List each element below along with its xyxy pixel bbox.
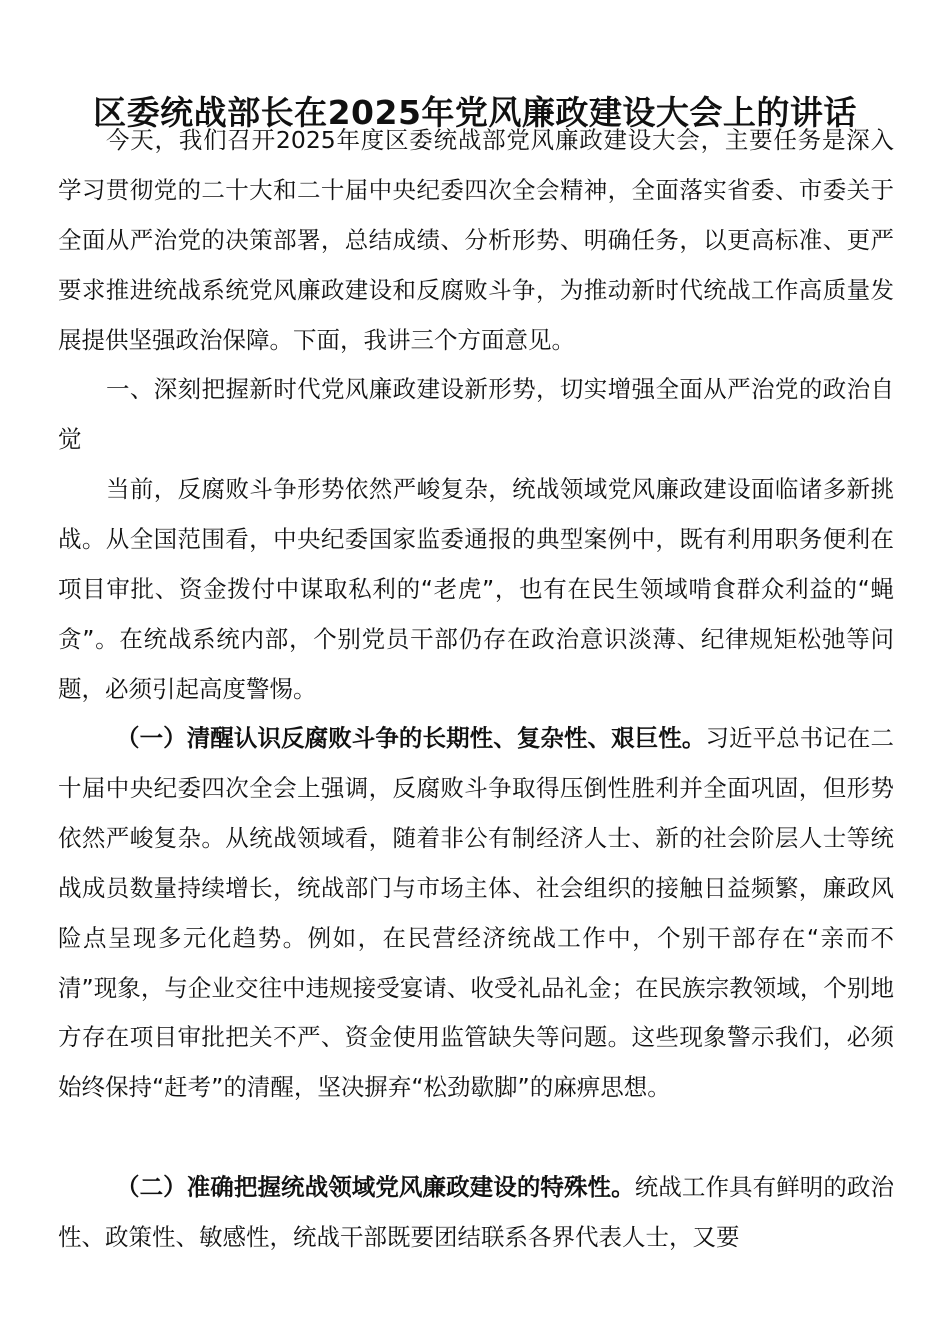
subsection-2-heading: （二）准确把握统战领域党风廉政建设的特殊性。 (116, 1173, 635, 1201)
subsection-1-paragraph (58, 714, 894, 1113)
subsection-2-body: 统战工作具有鲜明的政治性、政策性、敏感性，统战干部既要团结联系各界代表人士，又要 (58, 1173, 894, 1251)
subsection-1-body: 习近平总书记在二十届中央纪委四次全会上强调，反腐败斗争取得压倒性胜利并全面巩固，但形势依然严峻复杂。从统战领域看，随着非公有制经济人士、新的社会阶层人士等统战成员数量持续增长，统战部门与市场主体、社会组织的接触日益频繁，廉政风险点呈现多元化趋势。例如，在民营经济统战工作中，个别干部存在“亲而不清”现象，与企业交往中违规接受宴请、收受礼品礼金；在民族宗教领域，个别地方存在项目审批把关不严、资金使用监管缺失等问题。这些现象警示我们，必须始终保持“赶考”的清醒，坚决摒弃“松劲歇脚”的麻痹思想。 (58, 724, 894, 1102)
document-title: 区委统战部长在2025年党风廉政建设大会上的讲话 (93, 93, 857, 133)
subsection-2-paragraph (58, 1163, 894, 1263)
intro-paragraph: 今天，我们召开2025年度区委统战部党风廉政建设大会，主要任务是深入学习贯彻党的二十大和二十届中央纪委四次全会精神，全面落实省委、市委关于全面从严治党的决策部署，总结成绩、分析形势、明确任务，以更高标准、更严要求推进统战系统党风廉政建设和反腐败斗争，为推动新时代统战工作高质量发展提供坚强政治保障。下面，我讲三个方面意见。 (58, 126, 894, 354)
section-heading-1: 一、深刻把握新时代党风廉政建设新形势，切实增强全面从严治党的政治自觉 (58, 375, 894, 453)
subsection-1-heading: （一）清醒认识反腐败斗争的长期性、复杂性、艰巨性。 (116, 724, 706, 752)
context-paragraph: 当前，反腐败斗争形势依然严峻复杂，统战领域党风廉政建设面临诸多新挑战。从全国范围看，中央纪委国家监委通报的典型案例中，既有利用职务便利在项目审批、资金拨付中谋取私利的“老虎”，也有在民生领域啃食群众利益的“蝇贪”。在统战系统内部，个别党员干部仍存在政治意识淡薄、纪律规矩松弛等问题，必须引起高度警惕。 (58, 475, 894, 703)
